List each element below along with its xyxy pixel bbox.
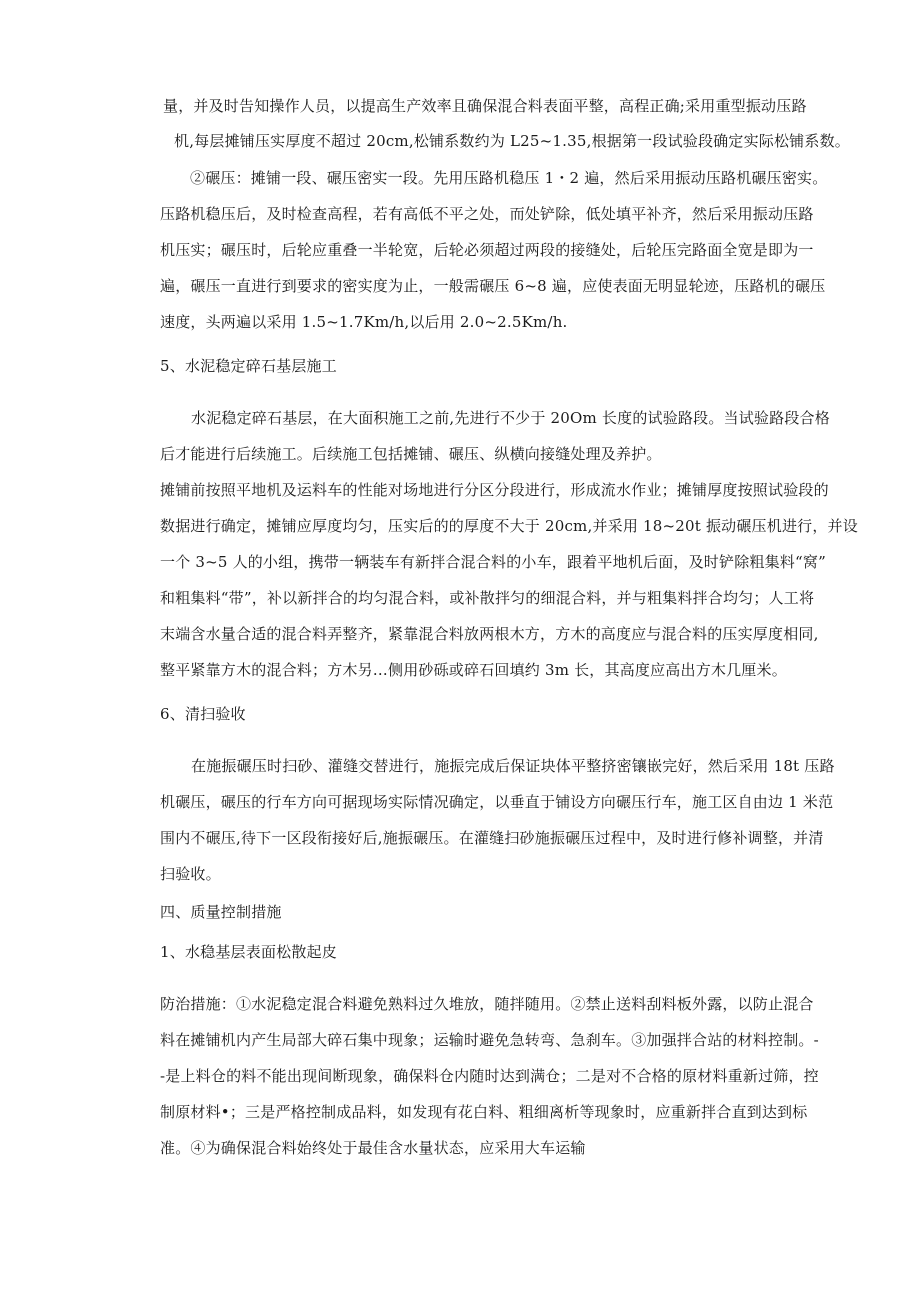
text-line: ②碾压：摊铺一段、碾压密实一段。先用压路机稳压 1・2 遍，然后采用振动压路机碾压密实。 [190,169,828,187]
text-line: 整平紧靠方木的混合料；方木另…侧用砂砾或碎石回填约 3m 长，其高度应高出方木几厘米。 [160,661,787,679]
text-line: 制原材料•；三是严格控制成品料，如发现有花白料、粗细离析等现象时，应重新拌合直到达到标 [160,1103,808,1121]
text-line: 后才能进行后续施工。后续施工包括摊铺、碾压、纵横向接缝处理及养护。 [160,445,662,463]
text-line: 机碾压，碾压的行车方向可据现场实际情况确定，以垂直于铺设方向碾压行车，施工区自由边 1 米范 [160,793,834,811]
text-line: -是上料仓的料不能出现间断现象，确保料仓内随时达到满仓；二是对不合格的原材料重新过筛，控 [160,1067,819,1085]
text-line: 一个 3~5 人的小组，携带一辆装车有新拌合混合料的小车，跟着平地机后面，及时铲除粗集料“窝” [160,553,826,571]
section-heading: 5、水泥稳定碎石基层施工 [160,357,337,375]
text-line: 机,每层摊铺压实厚度不超过 20cm,松铺系数约为 L25~1.35,根据第一段试验段确定实际松铺系数。 [174,132,850,150]
text-line: 末端含水量合适的混合料弄整齐，紧靠混合料放两根木方，方木的高度应与混合料的压实厚度相同, [160,625,819,643]
text-line: 围内不碾压,待下一区段衔接好后,施振碾压。在灌缝扫砂施振碾压过程中，及时进行修补调整，并清 [160,829,824,847]
section-heading: 四、质量控制措施 [160,903,282,921]
text-line: 压路机稳压后，及时检查高程，若有高低不平之处，而处铲除，低处填平补齐，然后采用振动压路 [160,205,814,223]
section-heading: 6、清扫验收 [160,705,246,723]
text-line: 量，并及时告知操作人员，以提高生产效率且确保混合料表面平整，高程正确;采用重型振动压路 [163,97,807,115]
text-line: 和粗集料“带”，补以新拌合的均匀混合料，或补散拌匀的细混合料，并与粗集料拌合均匀；人工将 [160,589,815,607]
text-line: 遍，碾压一直进行到要求的密实度为止，一般需碾压 6~8 遍，应使表面无明显轮迹，压路机的碾压 [160,277,826,295]
text-line: 摊铺前按照平地机及运料车的性能对场地进行分区分段进行，形成流水作业；摊铺厚度按照试验段的 [160,481,829,499]
text-line: 速度，头两遍以采用 1.5~1.7Km/h,以后用 2.0~2.5Km/h. [160,313,568,331]
text-line: 数据进行确定，摊铺应厚度均匀，压实后的的厚度不大于 20cm,并采用 18~20t 振动碾压机进行，并设 [160,517,858,535]
text-line: 料在摊铺机内产生局部大碎石集中现象；运输时避免急转弯、急刹车。③加强拌合站的材料控制。- [160,1031,819,1049]
section-heading: 1、水稳基层表面松散起皮 [160,943,337,961]
text-line: 水泥稳定碎石基层，在大面积施工之前,先进行不少于 20Om 长度的试验路段。当试验路段合格 [191,409,830,427]
text-line: 在施振碾压时扫砂、灌缝交替进行，施振完成后保证块体平整挤密镶嵌完好，然后采用 18t 压路 [191,757,835,775]
text-line: 准。④为确保混合料始终处于最佳含水量状态，应采用大车运输 [160,1139,586,1157]
text-line: 扫验收。 [160,865,221,883]
text-line: 防治措施：①水泥稳定混合料避免熟料过久堆放，随拌随用。②禁止送料刮料板外露，以防止混合 [160,995,814,1013]
text-line: 机压实；碾压时，后轮应重叠一半轮宽，后轮必须超过两段的接缝处，后轮压完路面全宽是即为一 [160,241,814,259]
